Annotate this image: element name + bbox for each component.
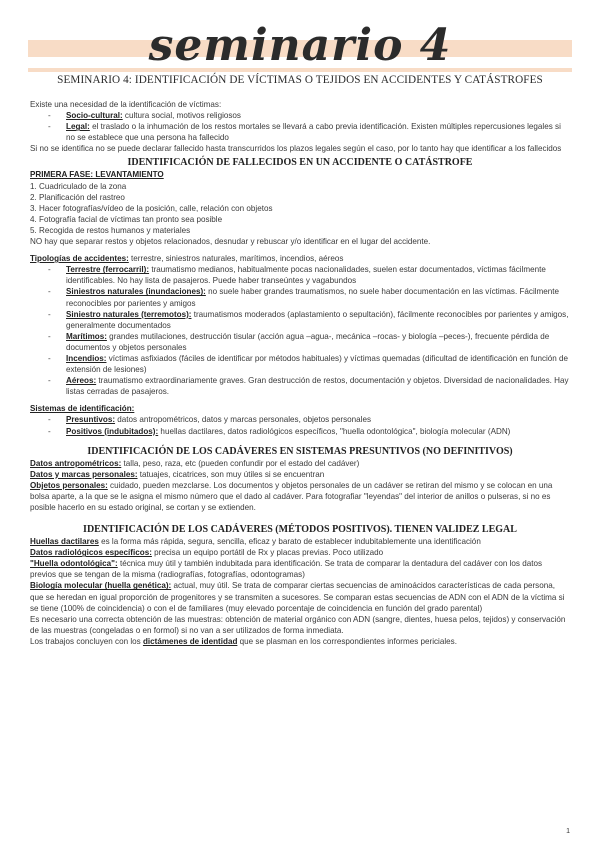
typology-term: Aéreos: — [66, 376, 97, 386]
positive-item — [30, 558, 570, 580]
positive-text: precisa un equipo portátil de Rx y placas previas. Poco utilizado — [151, 548, 384, 558]
dash-bullet: - — [48, 111, 51, 121]
intro-term: Socio-cultural: — [66, 111, 123, 121]
system-item — [48, 414, 570, 425]
intro-closing: Si no se identifica no se puede declarar fallecido hasta transcurridos los plazos legales según el caso, por lo tanto hay que identificar a los fallecidos — [30, 144, 562, 154]
dash-bullet: - — [48, 287, 51, 297]
dash-bullet: - — [48, 309, 51, 319]
system-text: datos antropométricos, datos y marcas personales, objetos personales — [115, 415, 372, 425]
sampling-paragraph: Es necesario una correcta obtención de las muestras: obtención de material orgánico con ADN (sangre, dientes, huesa pelos, tejidos) y conservación de las muestras (congeladas o en formol) si no van a ser utilizados de forma inmediata. — [30, 614, 566, 635]
typology-text: traumatismo medianos, habitualmente pocas nacionalidades, suelen estar documentados, víctimas fácilmente identificables. No hay lista de pasajeros. Puede haber transeúntes y vagabundos — [66, 265, 546, 286]
typology-item — [48, 331, 570, 353]
intro-term: Legal: — [66, 122, 90, 132]
typologies-text: terrestre, siniestros naturales, marítimos, incendios, aéreos — [128, 254, 344, 264]
conclusion-text-end: que se plasman en los correspondientes informes periciales. — [237, 636, 457, 646]
positive-term: Huellas dactilares — [30, 537, 99, 547]
intro-line: Existe una necesidad de la identificación de víctimas: — [30, 100, 222, 109]
step-item: 1. Cuadriculado de la zona — [30, 181, 127, 191]
typology-term: Incendios: — [66, 353, 107, 363]
positive-item — [30, 536, 570, 547]
system-text: huellas dactilares, datos radiológicos específicos, "huella odontológica", biología molecular (ADN) — [158, 426, 511, 436]
section-heading-accidents: IDENTIFICACIÓN DE FALLECIDOS EN UN ACCIDENTE O CATÁSTROFE — [127, 157, 473, 169]
field-note: NO hay que separar restos y objetos relacionados, desnudar y rebuscar y/o identificar en el lugar del accidente. — [30, 237, 431, 247]
typology-text: traumatismos moderados (aplastamiento o sepultación), fácilmente reconocibles por parientes y amigos, generalmente documentados — [66, 309, 569, 330]
presumptive-text: talla, peso, raza, etc (pueden confundir por el estado del cadáver) — [121, 458, 360, 468]
typology-text: traumatismo extraordinariamente graves. Gran destrucción de restos, documentación y objetos. Diversidad de nacionalidades. Hay listas cerradas de pasajeros. — [66, 376, 569, 397]
dash-bullet: - — [48, 415, 51, 425]
positive-term: Biología molecular (huella genética): — [30, 581, 172, 591]
intro-item — [48, 121, 570, 143]
positive-term: "Huella odontológica": — [30, 559, 118, 569]
typology-term: Marítimos: — [66, 331, 107, 341]
section-heading-positive: IDENTIFICACIÓN DE LOS CADÁVERES (MÉTODOS POSITIVOS). TIENEN VALIDEZ LEGAL — [83, 524, 517, 536]
typology-term: Terrestre (ferrocarril): — [66, 265, 150, 275]
system-term: Presuntivos: — [66, 415, 116, 425]
page-number: 1 — [566, 828, 570, 835]
presumptive-term: Objetos personales: — [30, 480, 108, 490]
typology-item — [48, 375, 570, 397]
typology-text: no suele haber grandes traumatismos, no suele haber documentación en las víctimas. Fácilmente reconocibles por parientes y amigos — [66, 287, 560, 308]
presumptive-term: Datos antropométricos: — [30, 458, 122, 468]
system-item — [48, 426, 570, 437]
typology-term: Siniestros naturales (inundaciones): — [66, 287, 206, 297]
step-item: 3. Hacer fotografías/vídeo de la posición, calle, relación con objetos — [30, 203, 273, 213]
typology-item — [48, 353, 570, 375]
typology-item — [48, 309, 570, 331]
dash-bullet: - — [48, 426, 51, 436]
typologies-line — [30, 253, 570, 264]
system-term: Positivos (indubitados): — [66, 426, 159, 436]
positive-text: técnica muy útil y también indubitada para identificación. Se trata de comparar la dentadura del cadáver con los datos previos que se tengan de la misma (radiografías, fotografías, odontogramas) — [30, 559, 542, 580]
positive-term: Datos radiológicos específicos: — [30, 548, 152, 558]
conclusion-term: dictámenes de identidad — [142, 636, 238, 646]
typology-text: grandes mutilaciones, destrucción tisular (acción agua –agua-, mecánica –rocas- y biología –peces-), frecuente pérdida de documentos y objetos personales — [66, 331, 550, 352]
presumptive-item — [30, 469, 570, 480]
intro-item — [48, 110, 570, 121]
page-title: seminario 4 — [148, 20, 452, 71]
positive-item — [30, 580, 570, 613]
dash-bullet: - — [48, 353, 51, 363]
conclusion-line — [30, 636, 570, 647]
presumptive-text: cuidado, pueden mezclarse. Los documentos y objetos personales de un cadáver se retiran del mismo y se colocan en una bolsa aparte, a la que se le asigna el mismo número que el dado al cadáver. Para fotografiar "leyendas" del interior de anillos o pulseras, si no es posible hacerlo en su estado original, se cortan y se extienden. — [30, 480, 553, 512]
dash-bullet: - — [48, 122, 51, 132]
typology-text: víctimas asfixiados (fáciles de identificar por métodos habituales) y víctimas quemadas (dificultad de identificación en función de extensión de lesiones) — [66, 353, 569, 375]
step-item: 5. Recogida de restos humanos y materiales — [30, 225, 191, 235]
typologies-label: Tipologías de accidentes: — [30, 254, 129, 264]
dash-bullet: - — [48, 331, 51, 341]
step-item: 2. Planificación del rastreo — [30, 192, 125, 202]
section-heading-presumptive: IDENTIFICACIÓN DE LOS CADÁVERES EN SISTEMAS PRESUNTIVOS (NO DEFINITIVOS) — [87, 445, 513, 457]
conclusion-text: Los trabajos concluyen con los — [30, 636, 143, 646]
typology-item — [48, 264, 570, 286]
document-body — [30, 99, 570, 647]
presumptive-text: tatuajes, cicatrices, son muy útiles si se encuentran — [137, 469, 325, 479]
page-subtitle: SEMINARIO 4: IDENTIFICACIÓN DE VÍCTIMAS O TEJIDOS EN ACCIDENTES Y CATÁSTROFES — [57, 74, 543, 86]
presumptive-item — [30, 458, 570, 469]
typology-term: Siniestro naturales (terremotos): — [66, 309, 192, 319]
step-item: 4. Fotografía facial de víctimas tan pronto sea posible — [30, 214, 223, 224]
presumptive-item — [30, 480, 570, 513]
intro-text: cultura social, motivos religiosos — [122, 111, 241, 121]
presumptive-term: Datos y marcas personales: — [30, 469, 138, 479]
positive-text: actual, muy útil. Se trata de comparar ciertas secuencias de aminoácidos características de cada persona, que se heredan en igual proporción de progenitores y se transmiten a sucesores. Se comparan estas secuencias de ADN con el ADN de la víctima si se tiene (100% de coincidencia) o con el de familiares (muy elevado porcentaje de coincidencia en función del grado parental) — [30, 581, 565, 613]
dash-bullet: - — [48, 376, 51, 386]
positive-item — [30, 547, 570, 558]
dash-bullet: - — [48, 265, 51, 275]
systems-label: Sistemas de identificación: — [30, 404, 135, 414]
typology-item — [48, 286, 570, 308]
phase-label: PRIMERA FASE: LEVANTAMIENTO — [30, 170, 164, 180]
positive-text: es la forma más rápida, segura, sencilla, eficaz y barato de establecer indubitablemente una identificación — [98, 537, 481, 547]
intro-text: el traslado o la inhumación de los restos mortales se llevará a cabo previa identificación. Existen múltiples repercusiones legales si no se establece que una persona ha fallecido — [66, 122, 561, 143]
